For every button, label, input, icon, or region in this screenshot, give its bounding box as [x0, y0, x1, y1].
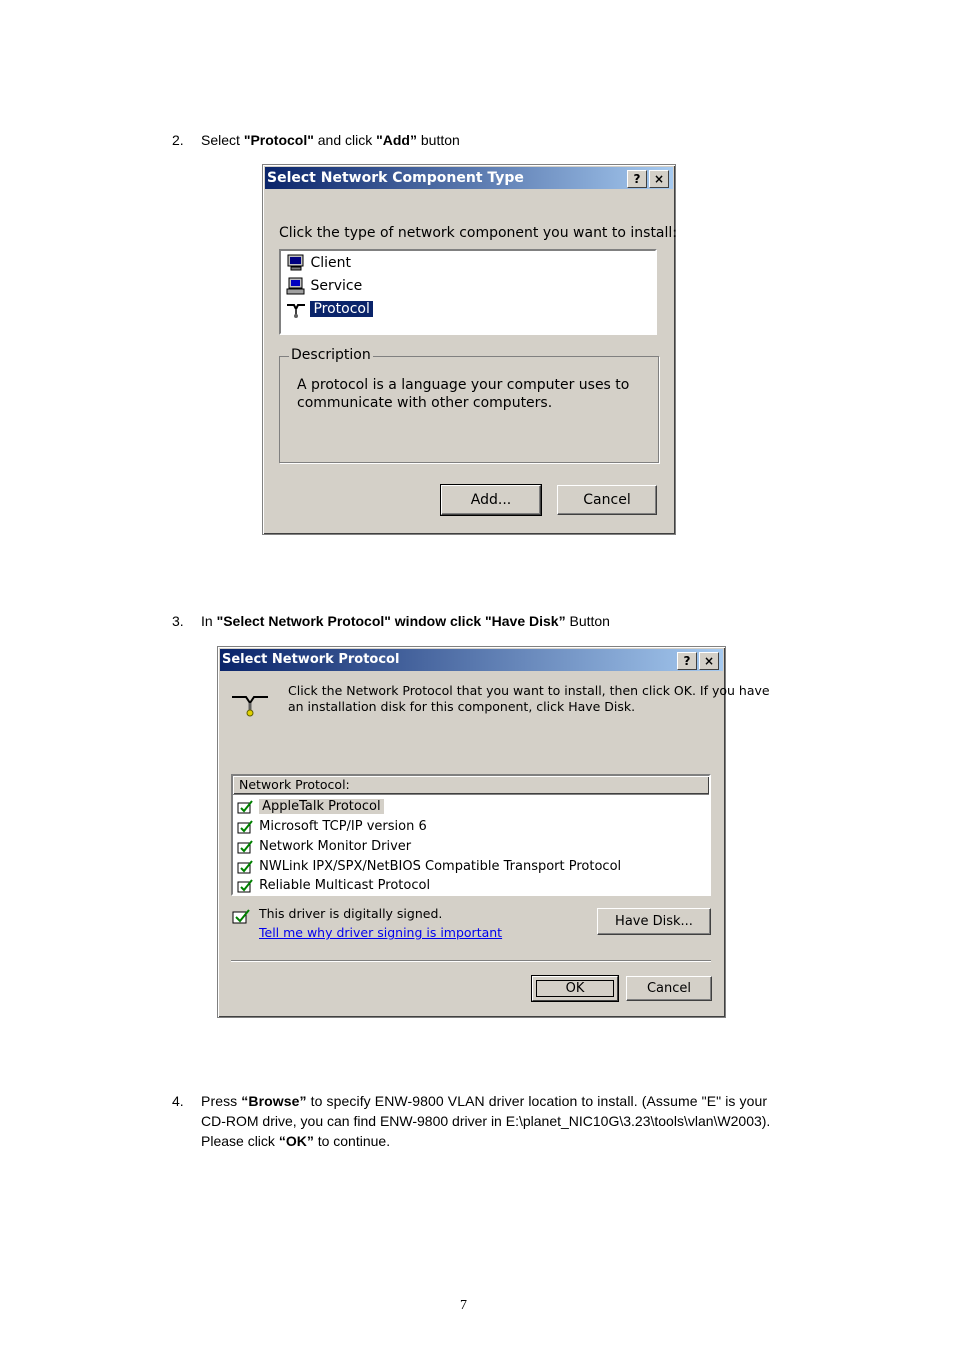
add-button[interactable]: Add...	[441, 485, 541, 515]
dialog-title: Select Network Protocol	[222, 652, 400, 667]
step-3	[172, 611, 872, 631]
protocol-list[interactable]	[231, 774, 711, 896]
select-network-component-dialog	[262, 164, 676, 535]
item-label: Client	[310, 255, 351, 271]
item-label: Microsoft TCP/IP version 6	[259, 819, 427, 834]
title-bar	[265, 167, 673, 189]
description-group	[279, 347, 659, 463]
description-line-2: communicate with other computers.	[297, 395, 553, 411]
description-line-1: A protocol is a language your computer uses to	[297, 377, 630, 393]
list-item-multicast[interactable]	[237, 876, 430, 896]
text: Please click	[201, 1133, 279, 1149]
signed-driver-icon	[237, 878, 255, 894]
signed-driver-icon	[237, 799, 255, 815]
signed-driver-icon	[232, 907, 252, 925]
bold-text: "Select Network Protocol" window click "Have Disk”	[216, 613, 566, 629]
list-item-netmon[interactable]	[237, 837, 411, 857]
signed-driver-icon	[237, 859, 255, 875]
step-line-2: CD-ROM drive, you can find ENW-9800 driver in E:\planet_NIC10G\3.23\tools\vlan\W2003).	[201, 1113, 771, 1129]
page-number: 7	[460, 1298, 467, 1313]
text: and click	[313, 132, 377, 148]
protocol-network-icon	[286, 300, 306, 318]
text: Press	[201, 1093, 242, 1109]
list-item-appletalk[interactable]	[237, 797, 384, 817]
list-item-service[interactable]	[286, 276, 362, 296]
step-text	[201, 130, 460, 150]
dialog-title: Select Network Component Type	[267, 170, 524, 186]
list-item-protocol[interactable]	[286, 299, 373, 319]
close-button[interactable]: ×	[699, 652, 719, 670]
text: button	[416, 132, 460, 148]
network-protocol-icon	[230, 689, 270, 717]
step-line-3	[201, 1131, 798, 1151]
ok-button[interactable]: OK	[532, 976, 618, 1001]
list-item-client[interactable]	[286, 253, 351, 273]
list-header	[233, 776, 709, 795]
list-header-label: Network Protocol:	[239, 777, 350, 792]
client-computer-icon	[286, 254, 306, 272]
item-label: Reliable Multicast Protocol	[259, 878, 431, 893]
item-label-selected: AppleTalk Protocol	[259, 799, 383, 814]
step-text	[201, 1091, 798, 1151]
item-label: Network Monitor Driver	[259, 839, 412, 854]
signed-driver-icon	[237, 819, 255, 835]
text: In	[201, 613, 217, 629]
step-number: 2.	[172, 132, 184, 148]
item-label-selected: Protocol	[310, 301, 372, 317]
step-number: 4.	[172, 1093, 184, 1109]
bold-text: “Browse”	[241, 1093, 307, 1109]
step-line-1	[201, 1091, 798, 1111]
help-button[interactable]: ?	[677, 652, 697, 670]
bold-text: “OK”	[278, 1133, 314, 1149]
intro-line-1: Click the Network Protocol that you want to install, then click OK. If you have	[288, 683, 770, 698]
separator	[231, 960, 711, 962]
close-button[interactable]: ×	[649, 170, 669, 188]
step-number: 3.	[172, 613, 184, 629]
step-2	[172, 130, 872, 150]
cancel-button[interactable]: Cancel	[557, 485, 657, 515]
text: to specify ENW-9800 VLAN driver location to install. (Assume "E" is your	[306, 1093, 768, 1109]
signed-driver-icon	[237, 839, 255, 855]
bold-text: "Add”	[376, 132, 417, 148]
text: to continue.	[313, 1133, 391, 1149]
step-4	[172, 1091, 802, 1151]
prompt-label: Click the type of network component you want to install:	[279, 225, 678, 241]
bold-text: "Protocol"	[243, 132, 314, 148]
service-computer-icon	[286, 277, 306, 295]
description-legend: Description	[291, 347, 371, 363]
have-disk-button[interactable]: Have Disk...	[597, 908, 711, 935]
text: Button	[565, 613, 610, 629]
item-label: NWLink IPX/SPX/NetBIOS Compatible Transport Protocol	[259, 859, 622, 874]
signed-text: This driver is digitally signed.	[259, 906, 443, 921]
select-network-protocol-dialog	[217, 646, 770, 1018]
component-list[interactable]	[279, 249, 657, 335]
cancel-button[interactable]: Cancel	[626, 976, 712, 1001]
list-item-nwlink[interactable]	[237, 857, 621, 877]
text: Select	[201, 132, 244, 148]
title-bar	[220, 649, 723, 671]
list-item-tcpip6[interactable]	[237, 817, 427, 837]
help-button[interactable]: ?	[627, 170, 647, 188]
item-label: Service	[310, 278, 363, 294]
intro-line-2: an installation disk for this component, click Have Disk.	[288, 699, 636, 714]
driver-signing-link[interactable]: Tell me why driver signing is important	[259, 925, 503, 940]
step-text	[201, 611, 610, 631]
